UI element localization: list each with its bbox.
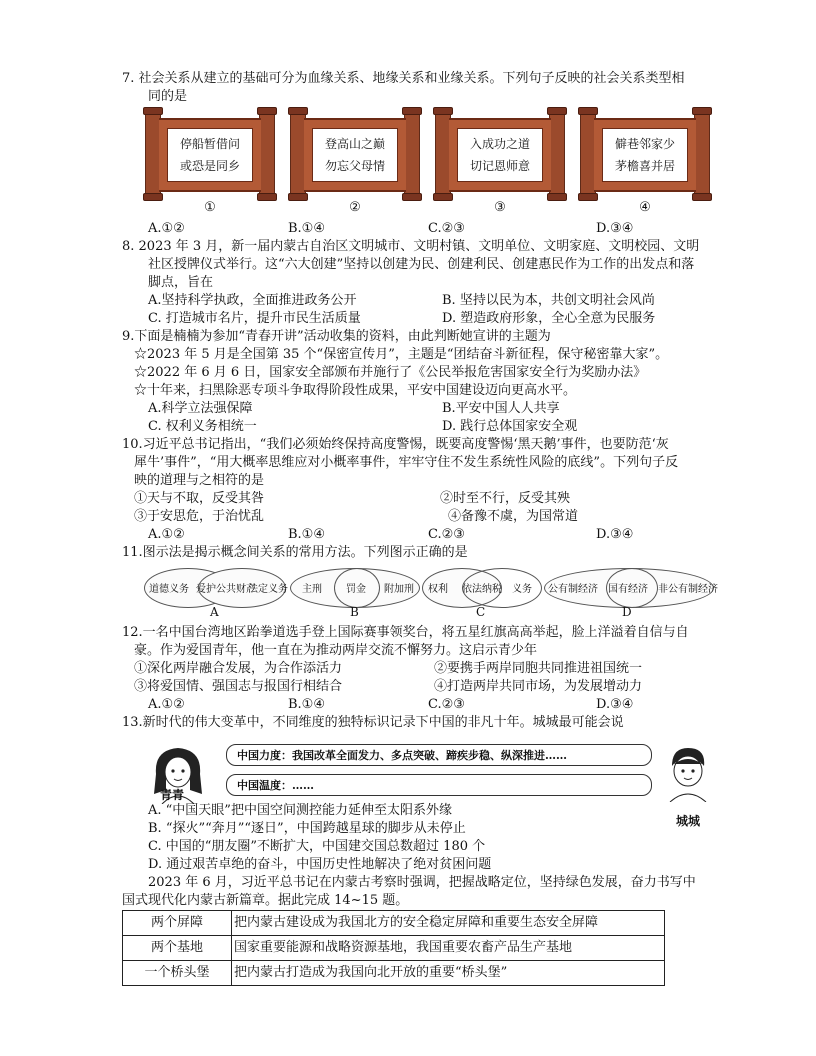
q7-option-d[interactable]: D.③④ [596, 221, 634, 236]
scroll-4: 僻巷邻家少 茅檐喜并居 ④ [580, 110, 710, 196]
q7-stem-line1: 7. 社会关系从建立的基础可分为血缘关系、地缘关系和业缘关系。下列句子反映的社会关系类型相 [122, 71, 685, 86]
q8-option-c[interactable]: C. 打造城市名片，提升市民生活质量 [148, 311, 361, 326]
q13-stem: 13.新时代的伟大变革中，不同维度的独特标识记录下中国的非凡十年。城城最可能会说 [122, 715, 624, 730]
q8-option-d[interactable]: D. 塑造政府形象，全心全意为民服务 [442, 311, 656, 326]
q12-option-a[interactable]: A.①② [148, 697, 185, 712]
q13-option-c[interactable]: C. 中国的“朋友圈”不断扩大，中国建交国总数超过 180 个 [148, 839, 486, 854]
q10-option-b[interactable]: B.①④ [288, 527, 325, 542]
q8-option-a[interactable]: A.坚持科学执政，全面推进政务公开 [148, 293, 357, 308]
q8-option-b[interactable]: B. 坚持以民为本，共创文明社会风尚 [442, 293, 655, 308]
speech-bubbles [226, 744, 652, 800]
q10-option-d[interactable]: D.③④ [596, 527, 634, 542]
q9-option-d[interactable]: D. 践行总体国家安全观 [442, 419, 578, 434]
q10-item-2: ②时至不行，反受其殃 [440, 491, 571, 506]
q12-item-1: ①深化两岸融合发展，为合作添活力 [134, 661, 343, 676]
table-cell-header: 两个基地 [123, 936, 232, 961]
q10-stem-line3: 映的道理与之相符的是 [134, 473, 265, 488]
left-character-name: 青青 [160, 788, 185, 802]
q12-option-b[interactable]: B.①④ [288, 697, 325, 712]
table-row [123, 936, 665, 961]
materials-table [122, 910, 665, 986]
table-row [123, 911, 665, 936]
table-cell-content: 把内蒙古建设成为我国北方的安全稳定屏障和重要生态安全屏障 [232, 911, 665, 936]
q10-item-4: ④备豫不虞，为国常道 [448, 509, 579, 524]
q10-option-c[interactable]: C.②③ [428, 527, 465, 542]
table-cell-content: 国家重要能源和战略资源基地，我国重要农畜产品生产基地 [232, 936, 665, 961]
q7-option-b[interactable]: B.①④ [288, 221, 325, 236]
intro-line1: 2023 年 6 月，习近平总书记在内蒙古考察时强调，把握战略定位，坚持绿色发展，奋力书写中 [148, 875, 696, 890]
q10-item-3: ③于安思危，于治忧乱 [134, 509, 265, 524]
q13-option-b[interactable]: B. “探火”“奔月”“逐日”，中国跨越星球的脚步从未停止 [148, 821, 466, 836]
q10-stem-line2: 犀牛’事件”，“用大概率思维应对小概率事件，牢牢守住不发生系统性风险的底线”。下列句子反 [134, 455, 679, 470]
q13-option-d[interactable]: D. 通过艰苦卓绝的奋斗，中国历史性地解决了绝对贫困问题 [148, 857, 492, 872]
q7-option-c[interactable]: C.②③ [428, 221, 465, 236]
q8-stem-line3: 脚点，旨在 [148, 275, 214, 290]
table-cell-content: 把内蒙古打造成为我国向北开放的重要“桥头堡” [232, 961, 665, 986]
q12-stem-line2: 豪。作为爱国青年，他一直在为推动两岸交流不懈努力。这启示青少年 [134, 643, 538, 658]
q10-stem-line1: 10.习近平总书记指出，“我们必须始终保持高度警惕，既要高度警惕‘黑天鹅’事件，也要防范‘灰 [122, 437, 669, 452]
q12-item-2: ②要携手两岸同胞共同推进祖国统一 [434, 661, 643, 676]
q12-item-3: ③将爱国情、强国志与报国行相结合 [134, 679, 343, 694]
q10-item-1: ①天与不取，反受其咎 [134, 491, 265, 506]
speech-bubble-1: 中国力度：我国改革全面发力、多点突破、蹄疾步稳、纵深推进…… [226, 744, 652, 766]
speech-bubble-2: 中国温度：…… [226, 774, 652, 796]
diagram-b[interactable]: 主刑 罚金 附加刑 B [290, 568, 418, 608]
q12-stem-line1: 12.一名中国台湾地区跆拳道选手登上国际赛事领奖台，将五星红旗高高举起，脸上洋溢着自信与自 [122, 625, 689, 640]
right-character-name: 城城 [676, 814, 701, 828]
q7-stem-line2: 同的是 [148, 89, 188, 104]
q7-option-a[interactable]: A.①② [148, 221, 185, 236]
diagram-d[interactable]: 公有制经济 国有经济 非公有制经济 D [544, 568, 712, 608]
scroll-1: 停船暂借问 或恐是同乡 ① [145, 110, 275, 196]
table-row [123, 961, 665, 986]
q10-option-a[interactable]: A.①② [148, 527, 185, 542]
q12-item-4: ④打造两岸共同市场，为发展增动力 [434, 679, 643, 694]
q9-material-2: ☆2022 年 6 月 6 日，国家安全部颁布并施行了《公民举报危害国家安全行为奖励办法》 [134, 365, 647, 380]
scroll-2: 登高山之巅 勿忘父母情 ② [290, 110, 420, 196]
q12-option-d[interactable]: D.③④ [596, 697, 634, 712]
q11-stem: 11.图示法是揭示概念间关系的常用方法。下列图示正确的是 [122, 545, 468, 560]
q9-option-c[interactable]: C. 权利义务相统一 [148, 419, 257, 434]
boy-chengcheng-illustration [660, 744, 716, 802]
q9-material-3: ☆十年来，扫黑除恶专项斗争取得阶段性成果，平安中国建设迈向更高水平。 [134, 383, 577, 398]
intro-line2: 国式现代化内蒙古新篇章。据此完成 14~15 题。 [122, 893, 409, 908]
q13-option-a[interactable]: A. “中国天眼”把中国空间测控能力延伸至太阳系外缘 [148, 803, 452, 818]
q12-option-c[interactable]: C.②③ [428, 697, 465, 712]
table-cell-header: 两个屏障 [123, 911, 232, 936]
q9-option-b[interactable]: B.平安中国人人共享 [442, 401, 560, 416]
q8-stem-line1: 8. 2023 年 3 月，新一届内蒙古自治区文明城市、文明村镇、文明单位、文明家庭、文明校园、文明 [122, 239, 700, 254]
diagram-a[interactable]: 道德义务 爱护公共财产 法定义务 A [144, 568, 286, 608]
q9-option-a[interactable]: A.科学立法强保障 [148, 401, 253, 416]
q9-material-1: ☆2023 年 5 月是全国第 35 个“保密宣传月”，主题是“团结奋斗新征程，保守秘密靠大家”。 [134, 347, 669, 362]
table-cell-header: 一个桥头堡 [123, 961, 232, 986]
q9-stem-line1: 9.下面是楠楠为参加“青春开讲”活动收集的资料，由此判断她宣讲的主题为 [122, 329, 551, 344]
diagram-c[interactable]: 权利 依法纳税 义务 C [422, 568, 542, 608]
scroll-3: 入成功之道 切记恩师意 ③ [435, 110, 565, 196]
q8-stem-line2: 社区授牌仪式举行。这“六大创建”坚持以创建为民、创建利民、创建惠民作为工作的出发点和落 [148, 257, 695, 272]
